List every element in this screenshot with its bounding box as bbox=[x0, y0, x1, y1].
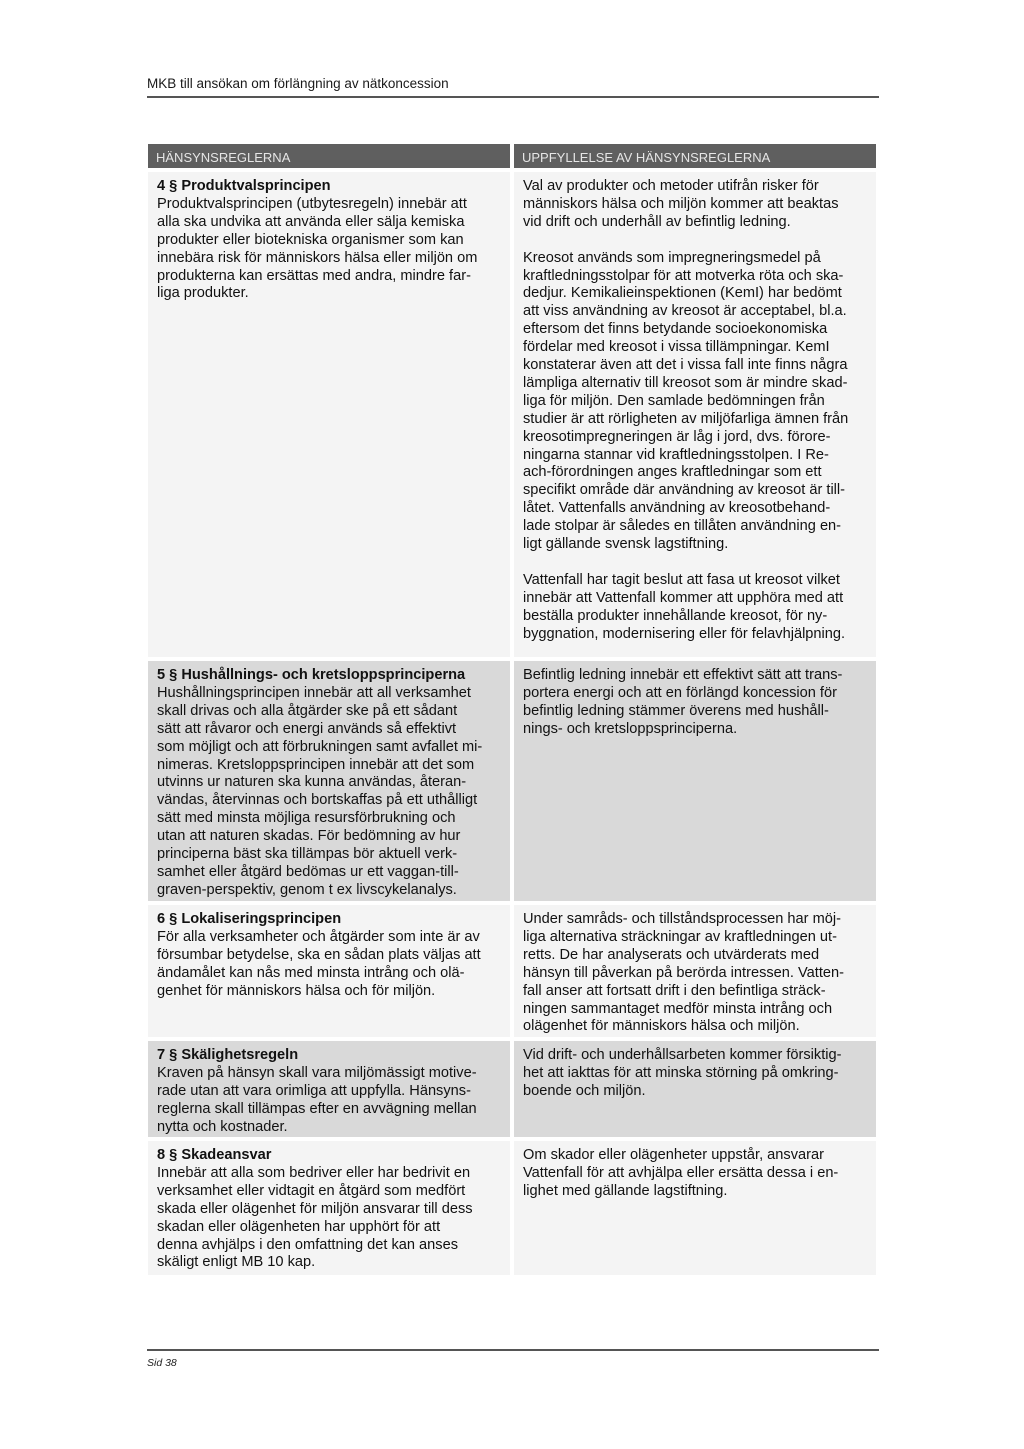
rule-cell-8 bbox=[148, 1141, 510, 1275]
rule-title: 4 § Produktvalsprincipen bbox=[157, 178, 331, 194]
rule-description: Innebär att alla som bedriver eller har bedrivit en verksamhet eller vidtagit en åtgärd som medfört skada eller olägenhet för miljön ansvarar till dess skadan eller olägenheten har upphört för att denna avhjälps i den omfattning det kan anses skäligt enligt MB 10 kap. bbox=[157, 1164, 473, 1271]
fulfillment-cell-6 bbox=[514, 905, 876, 1037]
rule-description: Produktvalsprincipen (utbytesregeln) innebär att alla ska undvika att använda eller sälja kemiska produkter eller biotekniska organismer som kan innebära risk för människors hälsa eller miljön om produkterna kan ersättas med andra, mindre far- liga produkter. bbox=[157, 195, 478, 302]
rule-title: 7 § Skälighetsregeln bbox=[157, 1047, 299, 1063]
rule-cell-7 bbox=[148, 1041, 510, 1137]
header-rule bbox=[147, 96, 879, 98]
fulfillment-paragraph: Kreosot används som impregneringsmedel på kraftledningsstolpar för att motverka röta och ska- dedjur. Kemikalieinspektionen (KemI) har bedömt att viss användning av kreosot är acceptabel, bl.a. eftersom det finns betydande socioekonomiska fördelar med kreosot i vissa tillämpningar. KemI konstaterar även att det i vissa fall inte finns några lämpliga alternativ till kreosot som är mindre skad- liga för miljön. Den samlade bedömningen från studier är att rörligheten av miljöfarliga ämnen från kreosotimpregneringen är låg i jord, dvs. förore- ningarna stannar vid kraftledningsstolpen. I Re- ach-förordningen anges kraftledningar som ett specifikt område där användning av kreosot är till- låtet. Vattenfalls användning av kreosotbehand- lade stolpar är således en tillåten användning en- ligt gällande svensk lagstiftning. bbox=[523, 249, 849, 553]
fulfillment-paragraph: Under samråds- och tillståndsprocessen har möj- liga alternativa sträckningar av kraftledningen ut- retts. De har analyserats och utvärderats med hänsyn till påverkan på berörda intressen. Vatten- fall anser att fortsatt drift i den befintliga sträck- ningen sammantaget medför minsta intrång och olägenhet för människors hälsa och miljön. bbox=[523, 911, 844, 1035]
rule-title: 6 § Lokaliseringsprincipen bbox=[157, 911, 342, 927]
running-header: MKB till ansökan om förlängning av nätkoncession bbox=[147, 76, 449, 91]
fulfillment-paragraph: Vattenfall har tagit beslut att fasa ut kreosot vilket innebär att Vattenfall kommer att upphöra med att beställa produkter innehållande kreosot, för ny- byggnation, modernisering eller för felavhjälpning. bbox=[523, 571, 846, 642]
page-number: Sid 38 bbox=[147, 1357, 177, 1369]
fulfillment-cell-7 bbox=[514, 1041, 876, 1137]
footer-rule bbox=[147, 1349, 879, 1351]
rule-title: 5 § Hushållnings- och kretsloppsprinciperna bbox=[157, 667, 466, 683]
rule-description: Hushållningsprincipen innebär att all verksamhet skall drivas och alla åtgärder ske på ett sådant sätt att råvaror och energi används så effektivt som möjligt och att förbrukningen samt avfallet mi- nimeras. Kretsloppsprincipen innebär att det som utvinns ur naturen ska kunna användas, återan- vändas, återvinnas och bortskaffas på ett uthålligt sätt med minsta möjliga resursförbrukning och utan att naturen skadas. För bedömning av hur principerna bäst ska tillämpas bör aktuell verk- samhet eller åtgärd bedömas ur ett vaggan-till- graven-perspektiv, genom t ex livscykelanalys. bbox=[157, 684, 483, 898]
rule-title: 8 § Skadeansvar bbox=[157, 1147, 272, 1163]
column-header-fulfillment: UPPFYLLELSE AV HÄNSYNSREGLERNA bbox=[514, 144, 876, 168]
rule-cell-5 bbox=[148, 661, 510, 901]
fulfillment-paragraph: Befintlig ledning innebär ett effektivt sätt att trans- portera energi och att en förlängd koncession för befintlig ledning stämmer överens med hushåll- nings- och kretsloppsprinciperna. bbox=[523, 667, 843, 737]
fulfillment-paragraph: Vid drift- och underhållsarbeten kommer försiktig- het att iakttas för att minska störning på omkring- boende och miljön. bbox=[523, 1047, 842, 1099]
fulfillment-cell-8 bbox=[514, 1141, 876, 1275]
rule-cell-6 bbox=[148, 905, 510, 1037]
fulfillment-cell-4 bbox=[514, 172, 876, 657]
fulfillment-paragraph: Om skador eller olägenheter uppstår, ansvarar Vattenfall för att avhjälpa eller ersätta dessa i en- lighet med gällande lagstiftning. bbox=[523, 1147, 839, 1199]
fulfillment-cell-5 bbox=[514, 661, 876, 901]
rule-description: För alla verksamheter och åtgärder som inte är av försumbar betydelse, ska en sådan plats väljas att ändamålet kan nås med minsta intrång och olä- genhet för människors hälsa och för miljön. bbox=[157, 928, 481, 999]
rule-description: Kraven på hänsyn skall vara miljömässigt motive- rade utan att vara orimliga att uppfylla. Hänsyns- reglerna skall tillämpas efter en avvägning mellan nytta och kostnader. bbox=[157, 1064, 477, 1135]
rule-cell-4 bbox=[148, 172, 510, 657]
rules-table bbox=[148, 144, 876, 1275]
fulfillment-paragraph: Val av produkter och metoder utifrån risker för människors hälsa och miljön kommer att beaktas vid drift och underhåll av befintlig ledning. bbox=[523, 178, 839, 230]
column-header-rules: HÄNSYNSREGLERNA bbox=[148, 144, 510, 168]
